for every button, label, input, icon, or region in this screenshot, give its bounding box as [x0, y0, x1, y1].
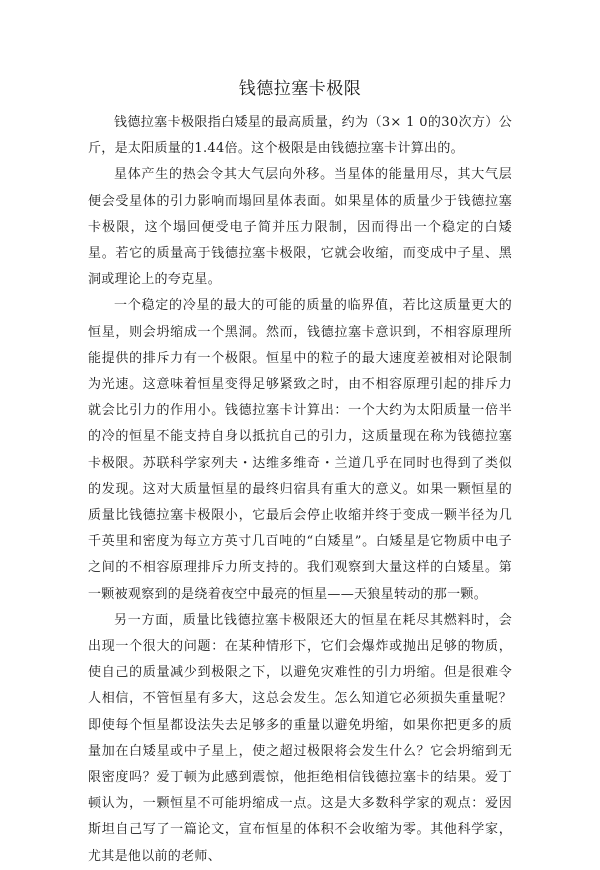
page-title: 钱德拉塞卡极限: [238, 79, 362, 99]
paragraph-eddington: 另一方面，质量比钱德拉塞卡极限还大的恒星在耗尽其燃料时，会出现一个很大的问题：在某种情形下，它们会爆炸或抛出足够的物质，使自己的质量减少到极限之下，以避免灾难性的引力坍缩。但是很难令人相信，不管恒星有多大，这总会发生。怎么知道它必须损失重量呢？即使每个恒星都设法失去足够多的重量以避免坍缩，如果你把更多的质量加在白矮星或中子星上，使之超过极限将会发生什么？它会坍缩到无限密度吗？爱丁顿为此感到震惊，他拒绝相信钱德拉塞卡的结果。爱丁顿认为，一颗恒星不可能坍缩成一点。这是大多数科学家的观点：爱因斯坦自己写了一篇论文，宣布恒星的体积不会收缩为零。其他科学家，尤其是他以前的老师、: [88, 612, 512, 864]
paragraph-definition: 钱德拉塞卡极限指白矮星的最高质量，约为（3× 1 0的30次方）公斤，是太阳质量的1.44倍。这个极限是由钱德拉塞卡计算出的。: [88, 115, 512, 157]
paragraph-critical-mass: 一个稳定的冷星的最大的可能的质量的临界值，若比这质量更大的恒星，则会坍缩成一个黑洞。然而，钱德拉塞卡意识到，不相容原理所能提供的排斥力有一个极限。恒星中的粒子的最大速度差被相对论限制为光速。这意味着恒星变得足够紧致之时，由不相容原理引起的排斥力就会比引力的作用小。钱德拉塞卡计算出：一个大约为太阳质量一倍半的冷的恒星不能支持自身以抵抗自己的引力，这质量现在称为钱德拉塞卡极限。苏联科学家列夫・达维多维奇・兰道几乎在同时也得到了类似的发现。这对大质量恒星的最终归宿具有重大的意义。如果一颗恒星的质量比钱德拉塞卡极限小，它最后会停止收缩并终于变成一颗半径为几千英里和密度为每立方英寸几百吨的“白矮星”。白矮星是它物质中电子之间的不相容原理排斥力所支持的。我们观察到大量这样的白矮星。第一颗被观察到的是绕着夜空中最亮的恒星——天狼星转动的那一颗。: [88, 298, 512, 602]
paragraph-stellar-collapse: 星体产生的热会令其大气层向外移。当星体的能量用尽，其大气层便会受星体的引力影响而塌回星体表面。如果星体的质量少于钱德拉塞卡极限，这个塌回便受电子简并压力限制，因而得出一个稳定的白矮星。若它的质量高于钱德拉塞卡极限，它就会收缩，而变成中子星、黑洞或理论上的夸克星。: [88, 167, 512, 288]
